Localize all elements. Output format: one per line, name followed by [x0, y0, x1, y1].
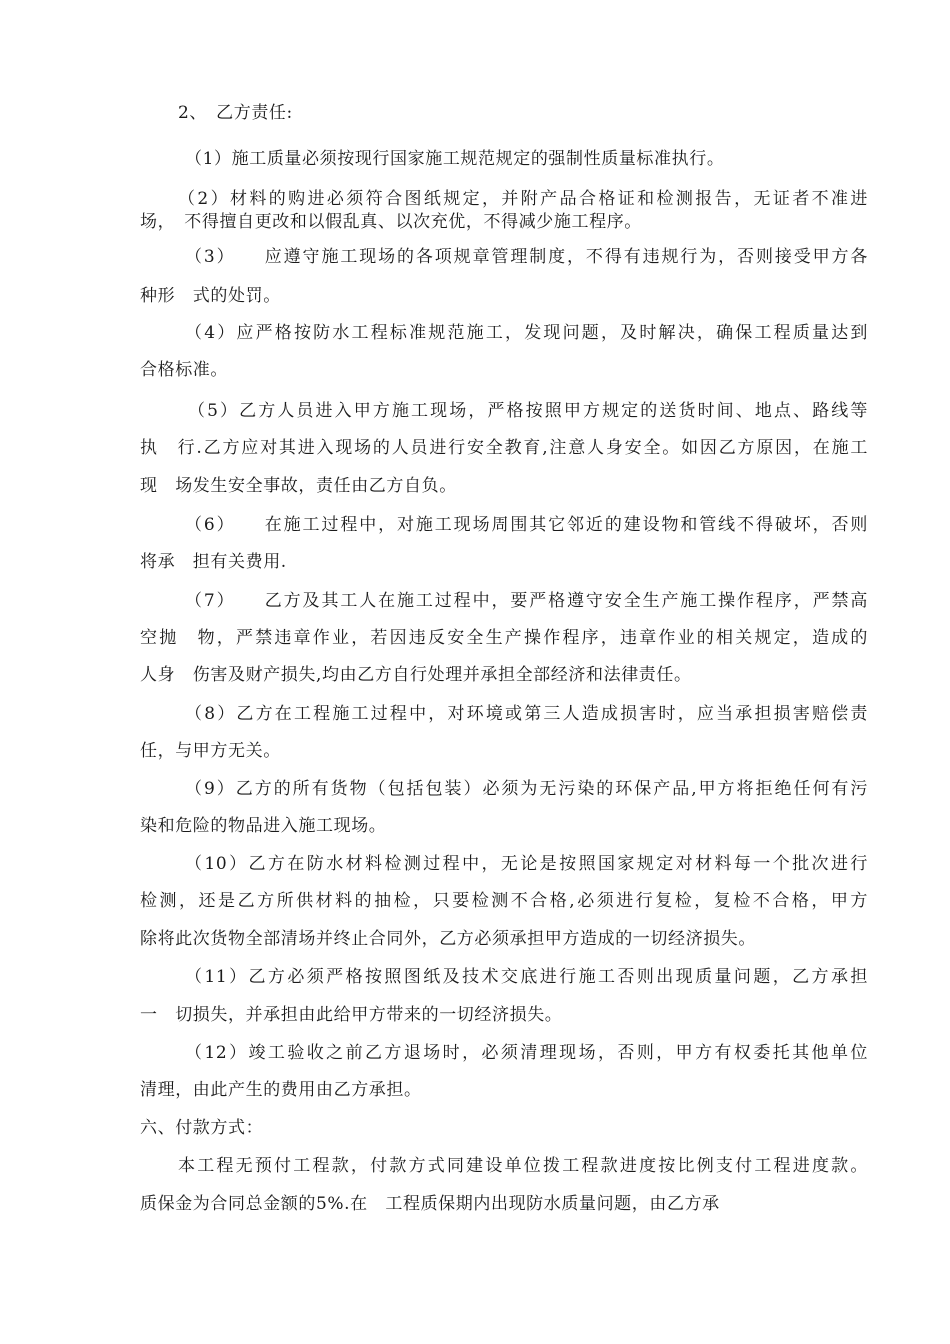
paragraph-p12-line-1: （12）竣工验收之前乙方退场时，必须清理现场，否则，甲方有权委托其他单位: [185, 1043, 868, 1063]
paragraph-p8-line-1: （8）乙方在工程施工过程中，对环境或第三人造成损害时，应当承担损害赔偿责: [185, 704, 868, 724]
paragraph-p2-line-2: 场， 不得擅自更改和以假乱真、以次充优，不得减少施工程序。: [140, 212, 642, 232]
paragraph-p6-line-2: 将承 担有关费用.: [140, 552, 287, 572]
paragraph-p1-line-1: （1）施工质量必须按现行国家施工规范规定的强制性质量标准执行。: [185, 149, 725, 169]
paragraph-p6-line-1: （6） 在施工过程中，对施工现场周围其它邻近的建设物和管线不得破坏，否则: [185, 515, 868, 535]
payment-line-2: 质保金为合同总金额的5%.在 工程质保期内出现防水质量问题，由乙方承: [140, 1194, 720, 1214]
paragraph-p4-line-1: （4）应严格按防水工程标准规范施工，发现问题，及时解决，确保工程质量达到: [185, 323, 868, 343]
paragraph-p12-line-2: 清理，由此产生的费用由乙方承担。: [140, 1080, 422, 1100]
paragraph-p9-line-2: 染和危险的物品进入施工现场。: [140, 816, 387, 836]
paragraph-p4-line-2: 合格标准。: [140, 360, 228, 380]
payment-line-1: 本工程无预付工程款，付款方式同建设单位拨工程款进度按比例支付工程进度款。: [178, 1156, 868, 1176]
paragraph-p5-line-2: 执 行.乙方应对其进入现场的人员进行安全教育,注意人身安全。如因乙方原因，在施工: [140, 438, 868, 458]
paragraph-p7-line-3: 人身 伤害及财产损失,均由乙方自行处理并承担全部经济和法律责任。: [140, 665, 692, 685]
paragraph-p5-line-1: （5）乙方人员进入甲方施工现场，严格按照甲方规定的送货时间、地点、路线等: [188, 401, 868, 421]
paragraph-p2-line-1: （2）材料的购进必须符合图纸规定，并附产品合格证和检测报告，无证者不准进: [178, 189, 868, 209]
paragraph-p10-line-2: 检测，还是乙方所供材料的抽检，只要检测不合格,必须进行复检，复检不合格，甲方: [140, 891, 868, 911]
paragraph-p5-line-3: 现 场发生安全事故，责任由乙方自负。: [140, 476, 457, 496]
paragraph-p7-line-1: （7） 乙方及其工人在施工过程中，要严格遵守安全生产施工操作程序，严禁高: [185, 591, 868, 611]
paragraph-p11-line-1: （11）乙方必须严格按照图纸及技术交底进行施工否则出现质量问题，乙方承担: [185, 967, 868, 987]
paragraph-p11-line-2: 一 切损失，并承担由此给甲方带来的一切经济损失。: [140, 1005, 563, 1025]
paragraph-p7-line-2: 空抛 物，严禁违章作业，若因违反安全生产操作程序，违章作业的相关规定，造成的: [140, 628, 868, 648]
paragraph-p8-line-2: 任，与甲方无关。: [140, 741, 281, 761]
paragraph-p3-line-1: （3） 应遵守施工现场的各项规章管理制度，不得有违规行为，否则接受甲方各: [185, 247, 868, 267]
paragraph-p10-line-1: （10）乙方在防水材料检测过程中，无论是按照国家规定对材料每一个批次进行: [185, 854, 868, 874]
section-heading: 2、 乙方责任:: [178, 103, 293, 123]
paragraph-p10-line-3: 除将此次货物全部清场并终止合同外，乙方必须承担甲方造成的一切经济损失。: [140, 929, 756, 949]
paragraph-p9-line-1: （9）乙方的所有货物（包括包装）必须为无污染的环保产品,甲方将拒绝任何有污: [185, 779, 868, 799]
payment-heading: 六、付款方式：: [140, 1118, 264, 1138]
paragraph-p3-line-2: 种形 式的处罚。: [140, 286, 281, 306]
